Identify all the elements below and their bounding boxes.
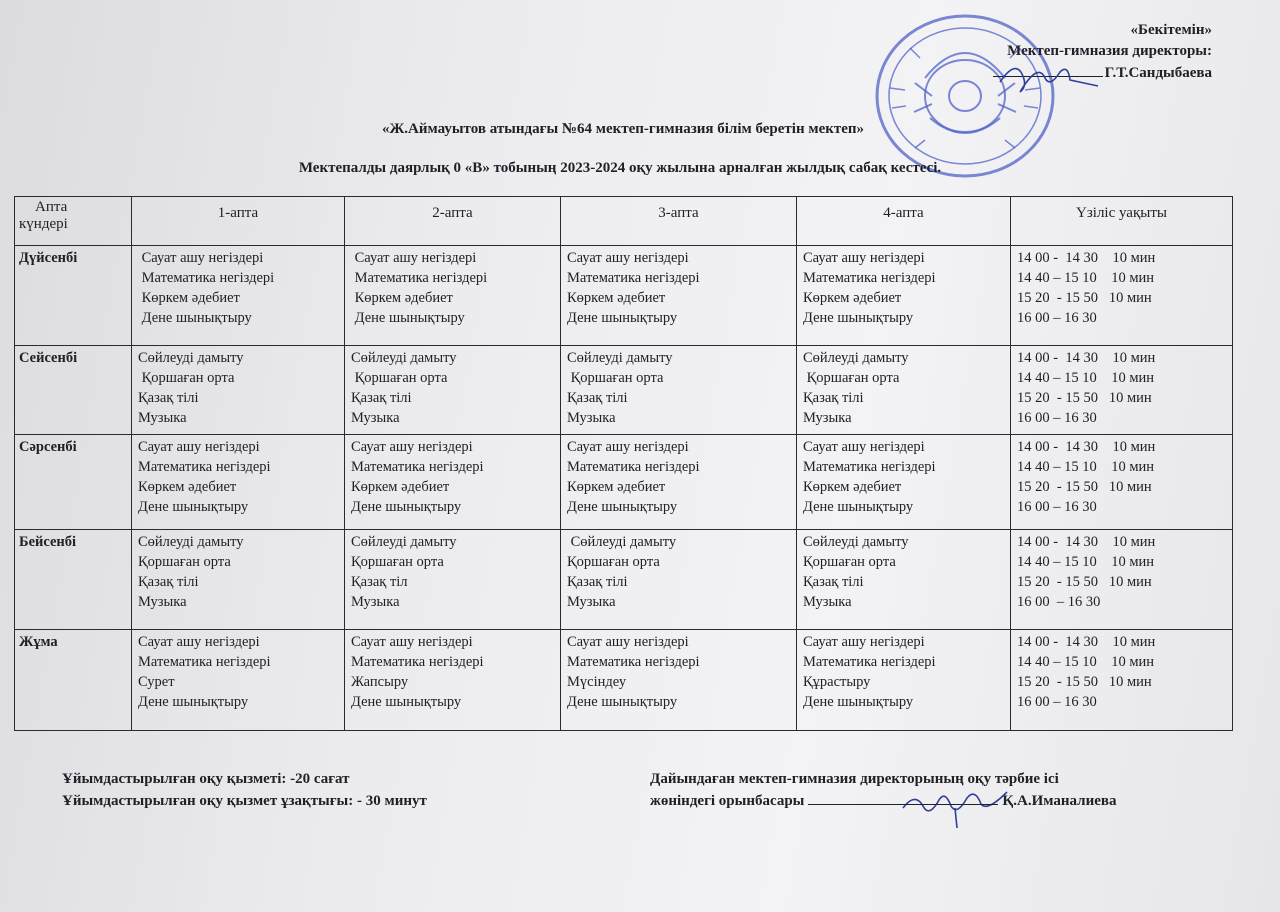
table-row: [15, 346, 1233, 435]
break-time-cell: [1011, 630, 1233, 731]
break-time-cell: [1011, 246, 1233, 346]
break-time-item: 14 40 – 15 10 10 мин: [1017, 370, 1155, 386]
lesson-item: Сауат ашу негіздері: [351, 250, 477, 266]
lesson-cell: [561, 246, 797, 346]
lesson-item: Музыка: [138, 594, 187, 610]
lesson-item: Дене шынықтыру: [567, 310, 678, 326]
lesson-item: Қоршаған орта: [138, 554, 231, 570]
lesson-item: Дене шынықтыру: [567, 694, 678, 710]
lesson-item: Қазақ тіл: [351, 574, 408, 590]
lesson-item: Математика негіздері: [567, 459, 700, 475]
break-time-item: 14 40 – 15 10 10 мин: [1017, 270, 1155, 286]
lesson-cell: [797, 346, 1011, 435]
lesson-item: Қоршаған орта: [803, 554, 896, 570]
break-time-item: 16 00 – 16 30: [1017, 499, 1097, 515]
lesson-item: Сауат ашу негіздері: [138, 634, 260, 650]
lesson-item: Дене шынықтыру: [351, 499, 462, 515]
break-time-item: 14 40 – 15 10 10 мин: [1017, 554, 1155, 570]
lesson-item: Сауат ашу негіздері: [138, 439, 260, 455]
lesson-item: Мүсіндеу: [567, 674, 627, 690]
lesson-item: Математика негіздері: [803, 459, 936, 475]
header-days: Апта күндері: [15, 197, 132, 246]
lesson-item: Қазақ тілі: [803, 390, 864, 406]
day-cell: Дүйсенбі: [15, 246, 132, 346]
break-time-item: 14 00 - 14 30 10 мин: [1017, 634, 1156, 650]
lesson-cell: [797, 435, 1011, 530]
lesson-cell: [797, 530, 1011, 630]
approval-heading: «Бекітемін»: [1130, 22, 1212, 38]
lesson-cell: [561, 435, 797, 530]
lesson-item: Сауат ашу негіздері: [138, 250, 264, 266]
schedule-title: Мектепалды даярлық 0 «В» тобының 2023-2024 оқу жылына арналған жылдық сабақ кестесі.: [298, 160, 942, 176]
lesson-item: Қоршаған орта: [567, 370, 664, 386]
header-week-3: 3-апта: [561, 197, 797, 246]
break-time-item: 15 20 - 15 50 10 мин: [1017, 290, 1152, 306]
lesson-item: Сауат ашу негіздері: [567, 634, 689, 650]
break-time-item: 14 40 – 15 10 10 мин: [1017, 459, 1155, 475]
lesson-item: Математика негіздері: [351, 459, 484, 475]
lesson-item: Қазақ тілі: [567, 574, 628, 590]
lesson-item: Дене шынықтыру: [351, 694, 462, 710]
approval-position: Мектеп-гимназия директоры:: [1007, 43, 1212, 59]
lesson-item: Қазақ тілі: [138, 574, 199, 590]
lesson-item: Қоршаған орта: [138, 370, 235, 386]
break-time-item: 14 00 - 14 30 10 мин: [1017, 534, 1156, 550]
lesson-cell: [132, 630, 345, 731]
lesson-item: Дене шынықтыру: [803, 694, 914, 710]
lesson-item: Музыка: [138, 410, 187, 426]
lesson-item: Көркем әдебиет: [567, 290, 666, 306]
lesson-item: Көркем әдебиет: [138, 479, 237, 495]
lesson-cell: [132, 346, 345, 435]
lesson-cell: [132, 435, 345, 530]
lesson-item: Математика негіздері: [138, 459, 271, 475]
footer-prepared-by: [650, 768, 1117, 812]
lesson-item: Жапсыру: [351, 674, 409, 690]
break-time-item: 14 40 – 15 10 10 мин: [1017, 654, 1155, 670]
break-time-item: 14 00 - 14 30 10 мин: [1017, 350, 1156, 366]
lesson-cell: [797, 246, 1011, 346]
lesson-item: Музыка: [803, 594, 852, 610]
break-time-item: 16 00 – 16 30: [1017, 594, 1101, 610]
schedule-table: [14, 196, 1233, 731]
lesson-item: Дене шынықтыру: [351, 310, 465, 326]
break-time-cell: [1011, 530, 1233, 630]
lesson-item: Көркем әдебиет: [138, 290, 240, 306]
lesson-item: Сөйлеуді дамыту: [351, 350, 457, 366]
lesson-item: Дене шынықтыру: [803, 499, 914, 515]
lesson-item: Сөйлеуді дамыту: [138, 534, 244, 550]
lesson-item: Қоршаған орта: [803, 370, 900, 386]
header-week-4: 4-апта: [797, 197, 1011, 246]
lesson-item: Дене шынықтыру: [138, 694, 249, 710]
lesson-cell: [345, 246, 561, 346]
prepared-by-signature-line: [650, 790, 1117, 812]
lesson-item: Математика негіздері: [351, 654, 484, 670]
lesson-item: Сауат ашу негіздері: [567, 439, 689, 455]
lesson-item: Көркем әдебиет: [803, 290, 902, 306]
lesson-item: Сөйлеуді дамыту: [803, 534, 909, 550]
lesson-item: Қоршаған орта: [351, 554, 444, 570]
lesson-item: Қазақ тілі: [351, 390, 412, 406]
lesson-cell: [132, 246, 345, 346]
day-cell: Бейсенбі: [15, 530, 132, 630]
lesson-item: Математика негіздері: [138, 270, 275, 286]
break-time-item: 15 20 - 15 50 10 мин: [1017, 390, 1152, 406]
header-week-2: 2-апта: [345, 197, 561, 246]
day-cell: Сейсенбі: [15, 346, 132, 435]
session-duration: Ұйымдастырылған оқу қызмет ұзақтығы: - 30 минут: [62, 793, 427, 809]
lesson-item: Көркем әдебиет: [351, 479, 450, 495]
break-time-item: 15 20 - 15 50 10 мин: [1017, 574, 1152, 590]
lesson-item: Көркем әдебиет: [567, 479, 666, 495]
lesson-item: Математика негіздері: [803, 654, 936, 670]
lesson-cell: [561, 346, 797, 435]
lesson-cell: [797, 630, 1011, 731]
footer-summary: [62, 768, 427, 812]
lesson-item: Математика негіздері: [351, 270, 488, 286]
total-hours: Ұйымдастырылған оқу қызметі: -20 сағат: [62, 771, 350, 787]
lesson-item: Сауат ашу негіздері: [351, 439, 473, 455]
lesson-cell: [132, 530, 345, 630]
lesson-item: Дене шынықтыру: [803, 310, 914, 326]
lesson-item: Сөйлеуді дамыту: [351, 534, 457, 550]
director-name: Г.Т.Сандыбаева: [1104, 65, 1212, 81]
break-time-cell: [1011, 435, 1233, 530]
lesson-item: Сауат ашу негіздері: [803, 250, 925, 266]
break-time-item: 14 00 - 14 30 10 мин: [1017, 250, 1156, 266]
lesson-item: Сөйлеуді дамыту: [138, 350, 244, 366]
lesson-item: Қоршаған орта: [567, 554, 660, 570]
break-time-item: 16 00 – 16 30: [1017, 410, 1097, 426]
break-time-item: 15 20 - 15 50 10 мин: [1017, 479, 1152, 495]
break-time-cell: [1011, 346, 1233, 435]
lesson-item: Сауат ашу негіздері: [567, 250, 689, 266]
lesson-item: Сөйлеуді дамыту: [567, 534, 677, 550]
break-time-item: 16 00 – 16 30: [1017, 694, 1097, 710]
break-time-item: 14 00 - 14 30 10 мин: [1017, 439, 1156, 455]
lesson-item: Сауат ашу негіздері: [351, 634, 473, 650]
lesson-item: Математика негіздері: [138, 654, 271, 670]
lesson-item: Сөйлеуді дамыту: [803, 350, 909, 366]
break-time-item: 16 00 – 16 30: [1017, 310, 1097, 326]
lesson-item: Көркем әдебиет: [803, 479, 902, 495]
lesson-item: Қазақ тілі: [567, 390, 628, 406]
table-row: [15, 630, 1233, 731]
prepared-by-position: Дайындаған мектеп-гимназия директорының оқу тәрбие ісі: [650, 771, 1059, 787]
header-break-time: Үзіліс уақыты: [1011, 197, 1233, 246]
day-cell: Сәрсенбі: [15, 435, 132, 530]
school-title: «Ж.Аймауытов атындағы №64 мектеп-гимназия білім беретін мектеп»: [381, 121, 865, 137]
lesson-item: Сауат ашу негіздері: [803, 634, 925, 650]
lesson-item: Қазақ тілі: [138, 390, 199, 406]
lesson-item: Математика негіздері: [803, 270, 936, 286]
lesson-item: Сөйлеуді дамыту: [567, 350, 673, 366]
deputy-title: жөніндегі орынбасары: [650, 793, 805, 809]
lesson-item: Дене шынықтыру: [138, 310, 252, 326]
lesson-cell: [345, 435, 561, 530]
lesson-cell: [561, 530, 797, 630]
lesson-cell: [561, 630, 797, 731]
deputy-name: Қ.А.Иманалиева: [1002, 793, 1117, 809]
break-time-item: 15 20 - 15 50 10 мин: [1017, 674, 1152, 690]
lesson-item: Музыка: [351, 410, 400, 426]
lesson-item: Сурет: [138, 674, 175, 690]
lesson-item: Қоршаған орта: [351, 370, 448, 386]
lesson-item: Құрастыру: [803, 674, 871, 690]
table-header-row: [15, 197, 1233, 246]
table-row: [15, 530, 1233, 630]
signature-underline: [808, 790, 998, 805]
lesson-cell: [345, 630, 561, 731]
lesson-item: Музыка: [567, 594, 616, 610]
day-cell: Жұма: [15, 630, 132, 731]
lesson-item: Сауат ашу негіздері: [803, 439, 925, 455]
table-row: [15, 246, 1233, 346]
lesson-item: Музыка: [567, 410, 616, 426]
lesson-item: Музыка: [351, 594, 400, 610]
lesson-item: Математика негіздері: [567, 270, 700, 286]
lesson-item: Музыка: [803, 410, 852, 426]
lesson-item: Көркем әдебиет: [351, 290, 453, 306]
header-week-1: 1-апта: [132, 197, 345, 246]
lesson-item: Қазақ тілі: [803, 574, 864, 590]
lesson-item: Дене шынықтыру: [567, 499, 678, 515]
director-signature-icon: [990, 52, 1100, 100]
table-row: [15, 435, 1233, 530]
lesson-item: Математика негіздері: [567, 654, 700, 670]
lesson-cell: [345, 530, 561, 630]
lesson-item: Дене шынықтыру: [138, 499, 249, 515]
lesson-cell: [345, 346, 561, 435]
